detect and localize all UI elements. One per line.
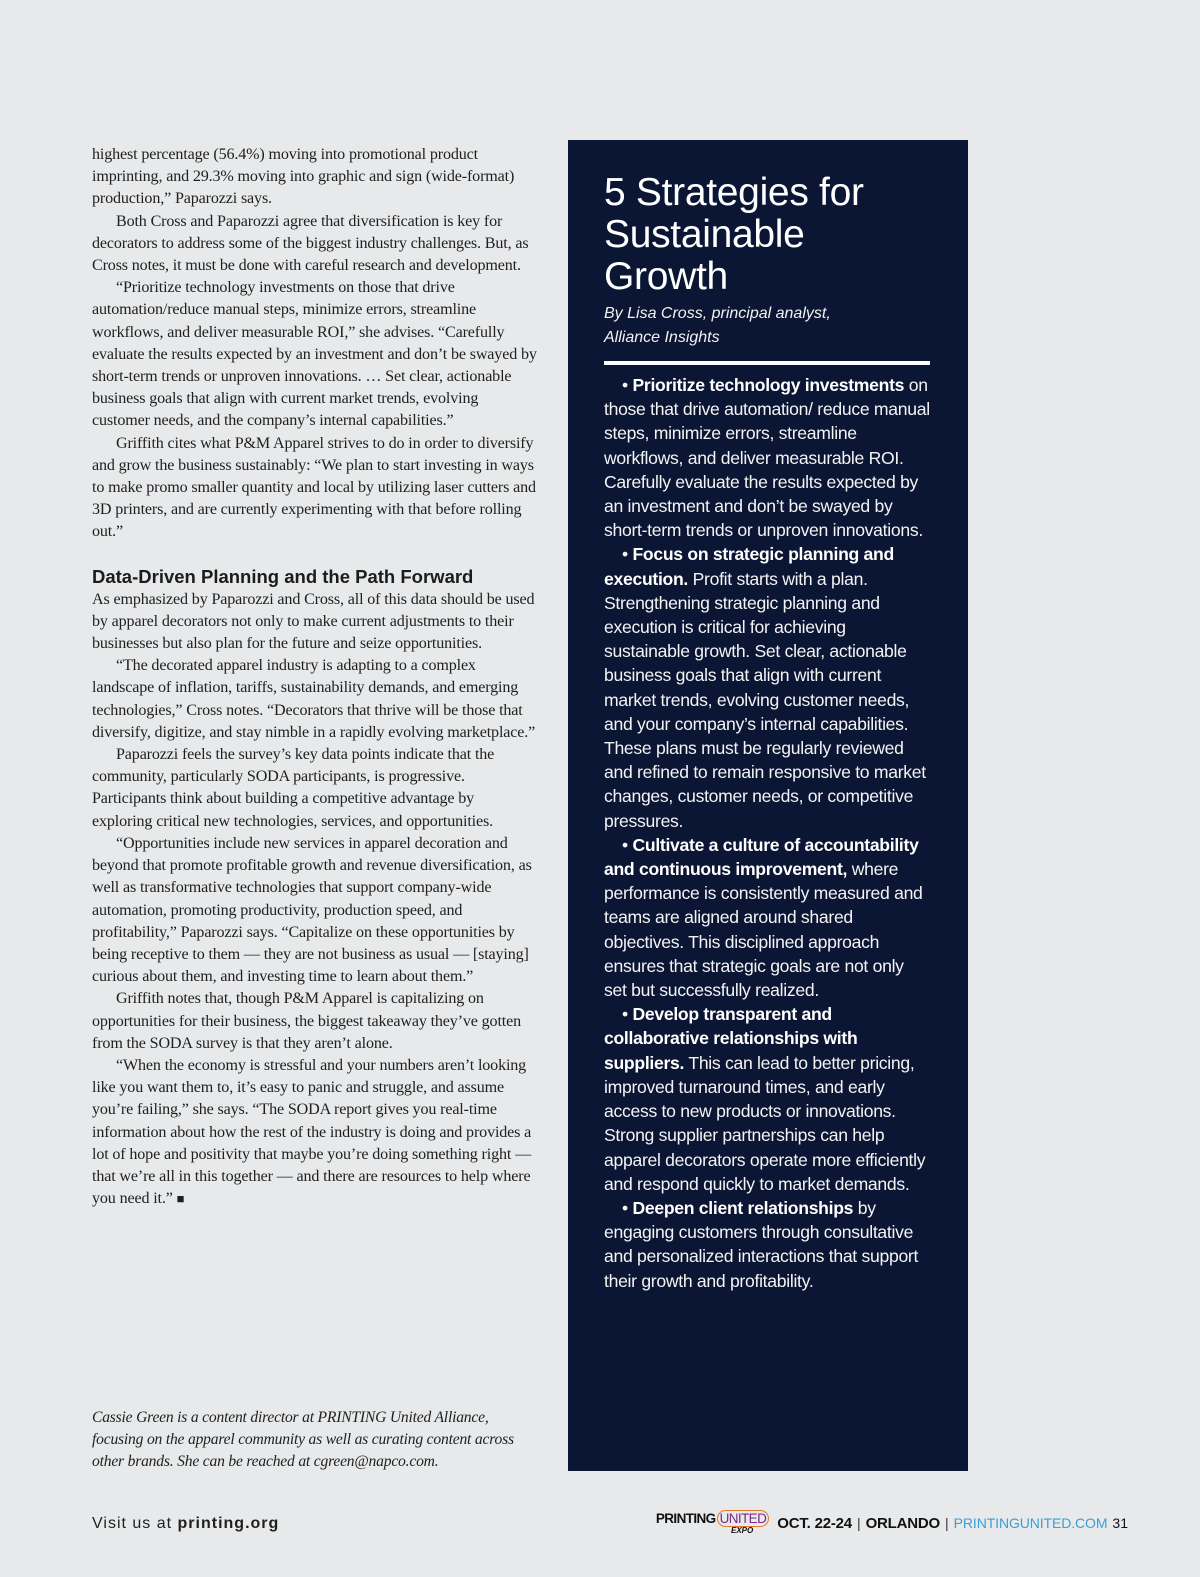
page-number: 31 bbox=[1112, 1515, 1128, 1532]
strategy-lead: Develop transparent and collaborative relationships with suppliers. bbox=[604, 1004, 858, 1073]
bullet-icon: • bbox=[622, 834, 628, 855]
strategy-lead: Focus on strategic planning and execution. bbox=[604, 544, 894, 589]
article-paragraph: “The decorated apparel industry is adapting to a complex landscape of inflation, tariffs, sustainability demands, and emerging technologies,” Cross notes. “Decorators that thrive will be those that diversify, digitize, and stay nimble in a rapidly evolving marketplace.” bbox=[92, 657, 536, 741]
strategy-lead: Cultivate a culture of accountability and continuous improvement, bbox=[604, 834, 919, 880]
footer-separator: | bbox=[856, 1515, 861, 1532]
article-paragraph: Griffith notes that, though P&M Apparel is capitalizing on opportunities for their business, the biggest takeaway they’ve gotten from the SODA survey is that they aren’t alone. bbox=[92, 990, 521, 1052]
sidebar-title: 5 Strategies for Sustainable Growth bbox=[604, 171, 864, 298]
article-body bbox=[92, 144, 537, 1210]
bullet-icon: • bbox=[622, 375, 628, 395]
footer-separator: | bbox=[945, 1515, 949, 1532]
article-paragraph-final bbox=[92, 1055, 537, 1210]
strategy-item bbox=[604, 833, 930, 1002]
byline-line-2: Alliance Insights bbox=[604, 329, 720, 346]
strategy-lead: Prioritize technology investments bbox=[632, 375, 905, 395]
strategy-body: where performance is consistently measured and teams are aligned around shared objectives. This disciplined approach ensures that strategic goals are not only set but successfully realized. bbox=[604, 859, 923, 1001]
strategies-sidebar bbox=[568, 140, 968, 1471]
section-heading: Data-Driven Planning and the Path Forward bbox=[92, 565, 474, 587]
visit-prefix: Visit us at bbox=[92, 1515, 173, 1532]
logo-brand: PRINTING bbox=[655, 1511, 716, 1526]
event-city: ORLANDO bbox=[865, 1514, 941, 1532]
strategy-lead: Deepen client relationships bbox=[632, 1197, 854, 1218]
event-date: OCT. 22-24 bbox=[777, 1514, 852, 1532]
author-bio: Cassie Green is a content director at PRINTING United Alliance, focusing on the apparel community as well as curating content across other brands. She can be reached at cgreen@napco.com. bbox=[92, 1409, 514, 1470]
article-paragraph: highest percentage (56.4%) moving into promotional product imprinting, and 29.3% moving into graphic and sign (wide-format) production,” Paparozzi says. bbox=[92, 146, 515, 208]
visit-site-link[interactable]: printing.org bbox=[177, 1515, 280, 1532]
strategy-item bbox=[604, 373, 930, 542]
bullet-icon: • bbox=[622, 1004, 628, 1025]
logo-united: UNITED bbox=[717, 1510, 770, 1527]
strategy-body: Profit starts with a plan. Strengthening strategic planning and execution is critical for achieving sustainable growth. Set clear, actionable business goals that align with current market trends, evolving customer needs, and your company’s internal capabilities. These plans must be regularly reviewed and refined to remain responsive to market changes, customer needs, or competitive pressures. bbox=[604, 568, 926, 831]
logo-wordmark bbox=[656, 1512, 769, 1526]
article-paragraph: “Opportunities include new services in apparel decoration and beyond that promote profitable growth and revenue diversification, as well as transformative technologies that support company-wide automation, promoting productivity, production speed, and profitability,” Paparozzi says. “Capitalize on these opportunities by being receptive to them — they are not business as usual — [staying] curious about them, and investing time to learn about them.” bbox=[92, 834, 532, 986]
logo-expo: EXPO bbox=[731, 1525, 754, 1535]
footer-visit bbox=[92, 1515, 279, 1533]
strategy-body: This can lead to better pricing, improved turnaround times, and early access to new products or innovations. Strong supplier partnerships can help apparel decorators operate more efficiently and respond quickly to market demands. bbox=[604, 1052, 926, 1194]
article-paragraph: Paparozzi feels the survey’s key data points indicate that the community, particularly SODA participants, is progressive. Participants think about building a competitive advantage by exploring critical new technologies, services, and opportunities. bbox=[92, 746, 495, 830]
footer-event bbox=[656, 1512, 1128, 1535]
article-paragraph: Griffith cites what P&M Apparel strives to do in order to diversify and grow the business sustainably: “We plan to start investing in ways to make promo smaller quantity and local by utilizing laser cutters and 3D printers, and are currently experimenting with that before rolling out.” bbox=[92, 434, 536, 541]
article-paragraph: As emphasized by Paparozzi and Cross, all of this data should be used by apparel decorators not only to make current adjustments to their businesses but also plan for the future and seize opportunities. bbox=[92, 590, 535, 653]
final-paragraph-text: “When the economy is stressful and your numbers aren’t looking like you want them to, it’s easy to panic and struggle, and assume you’re failing,” she says. “The SODA report gives you real-time information about how the rest of the industry is doing and provides a lot of hope and positivity that maybe you’re doing something right — that we’re all in this together — and there are resources to help where you need it.” bbox=[92, 1056, 532, 1208]
end-mark-icon: ■ bbox=[176, 1191, 185, 1207]
sidebar-divider bbox=[604, 361, 930, 365]
strategy-item bbox=[604, 1196, 930, 1293]
article-paragraph: Both Cross and Paparozzi agree that diversification is key for decorators to address some of the biggest industry challenges. But, as Cross notes, it must be done with careful research and development. bbox=[92, 212, 529, 275]
printing-united-expo-logo bbox=[656, 1512, 769, 1535]
bullet-icon: • bbox=[622, 544, 628, 565]
bullet-icon: • bbox=[622, 1197, 628, 1218]
sidebar-byline bbox=[604, 302, 930, 350]
site-url-link[interactable]: PRINTINGUNITED.COM bbox=[953, 1515, 1108, 1532]
article-paragraph: “Prioritize technology investments on those that drive automation/reduce manual steps, minimize errors, streamline workflows, and deliver measurable ROI,” she advises. “Carefully evaluate the results expected by an investment and don’t be swayed by short-term trends or unproven innovations. … Set clear, actionable business goals that align with current market trends, evolving customer needs, and the company’s internal capabilities.” bbox=[92, 279, 537, 430]
strategy-body: on those that drive automation/ reduce manual steps, minimize errors, streamline workflows, and deliver measurable ROI. Carefully evaluate the results expected by an investment and don’t be swayed by short-term trends or unproven innovations. bbox=[604, 375, 930, 541]
strategy-item bbox=[604, 542, 930, 832]
strategy-body: by engaging customers through consultative and personalized interactions that support their growth and profitability. bbox=[604, 1197, 919, 1291]
strategy-item bbox=[604, 1002, 930, 1196]
byline-line-1: By Lisa Cross, principal analyst, bbox=[604, 305, 831, 322]
